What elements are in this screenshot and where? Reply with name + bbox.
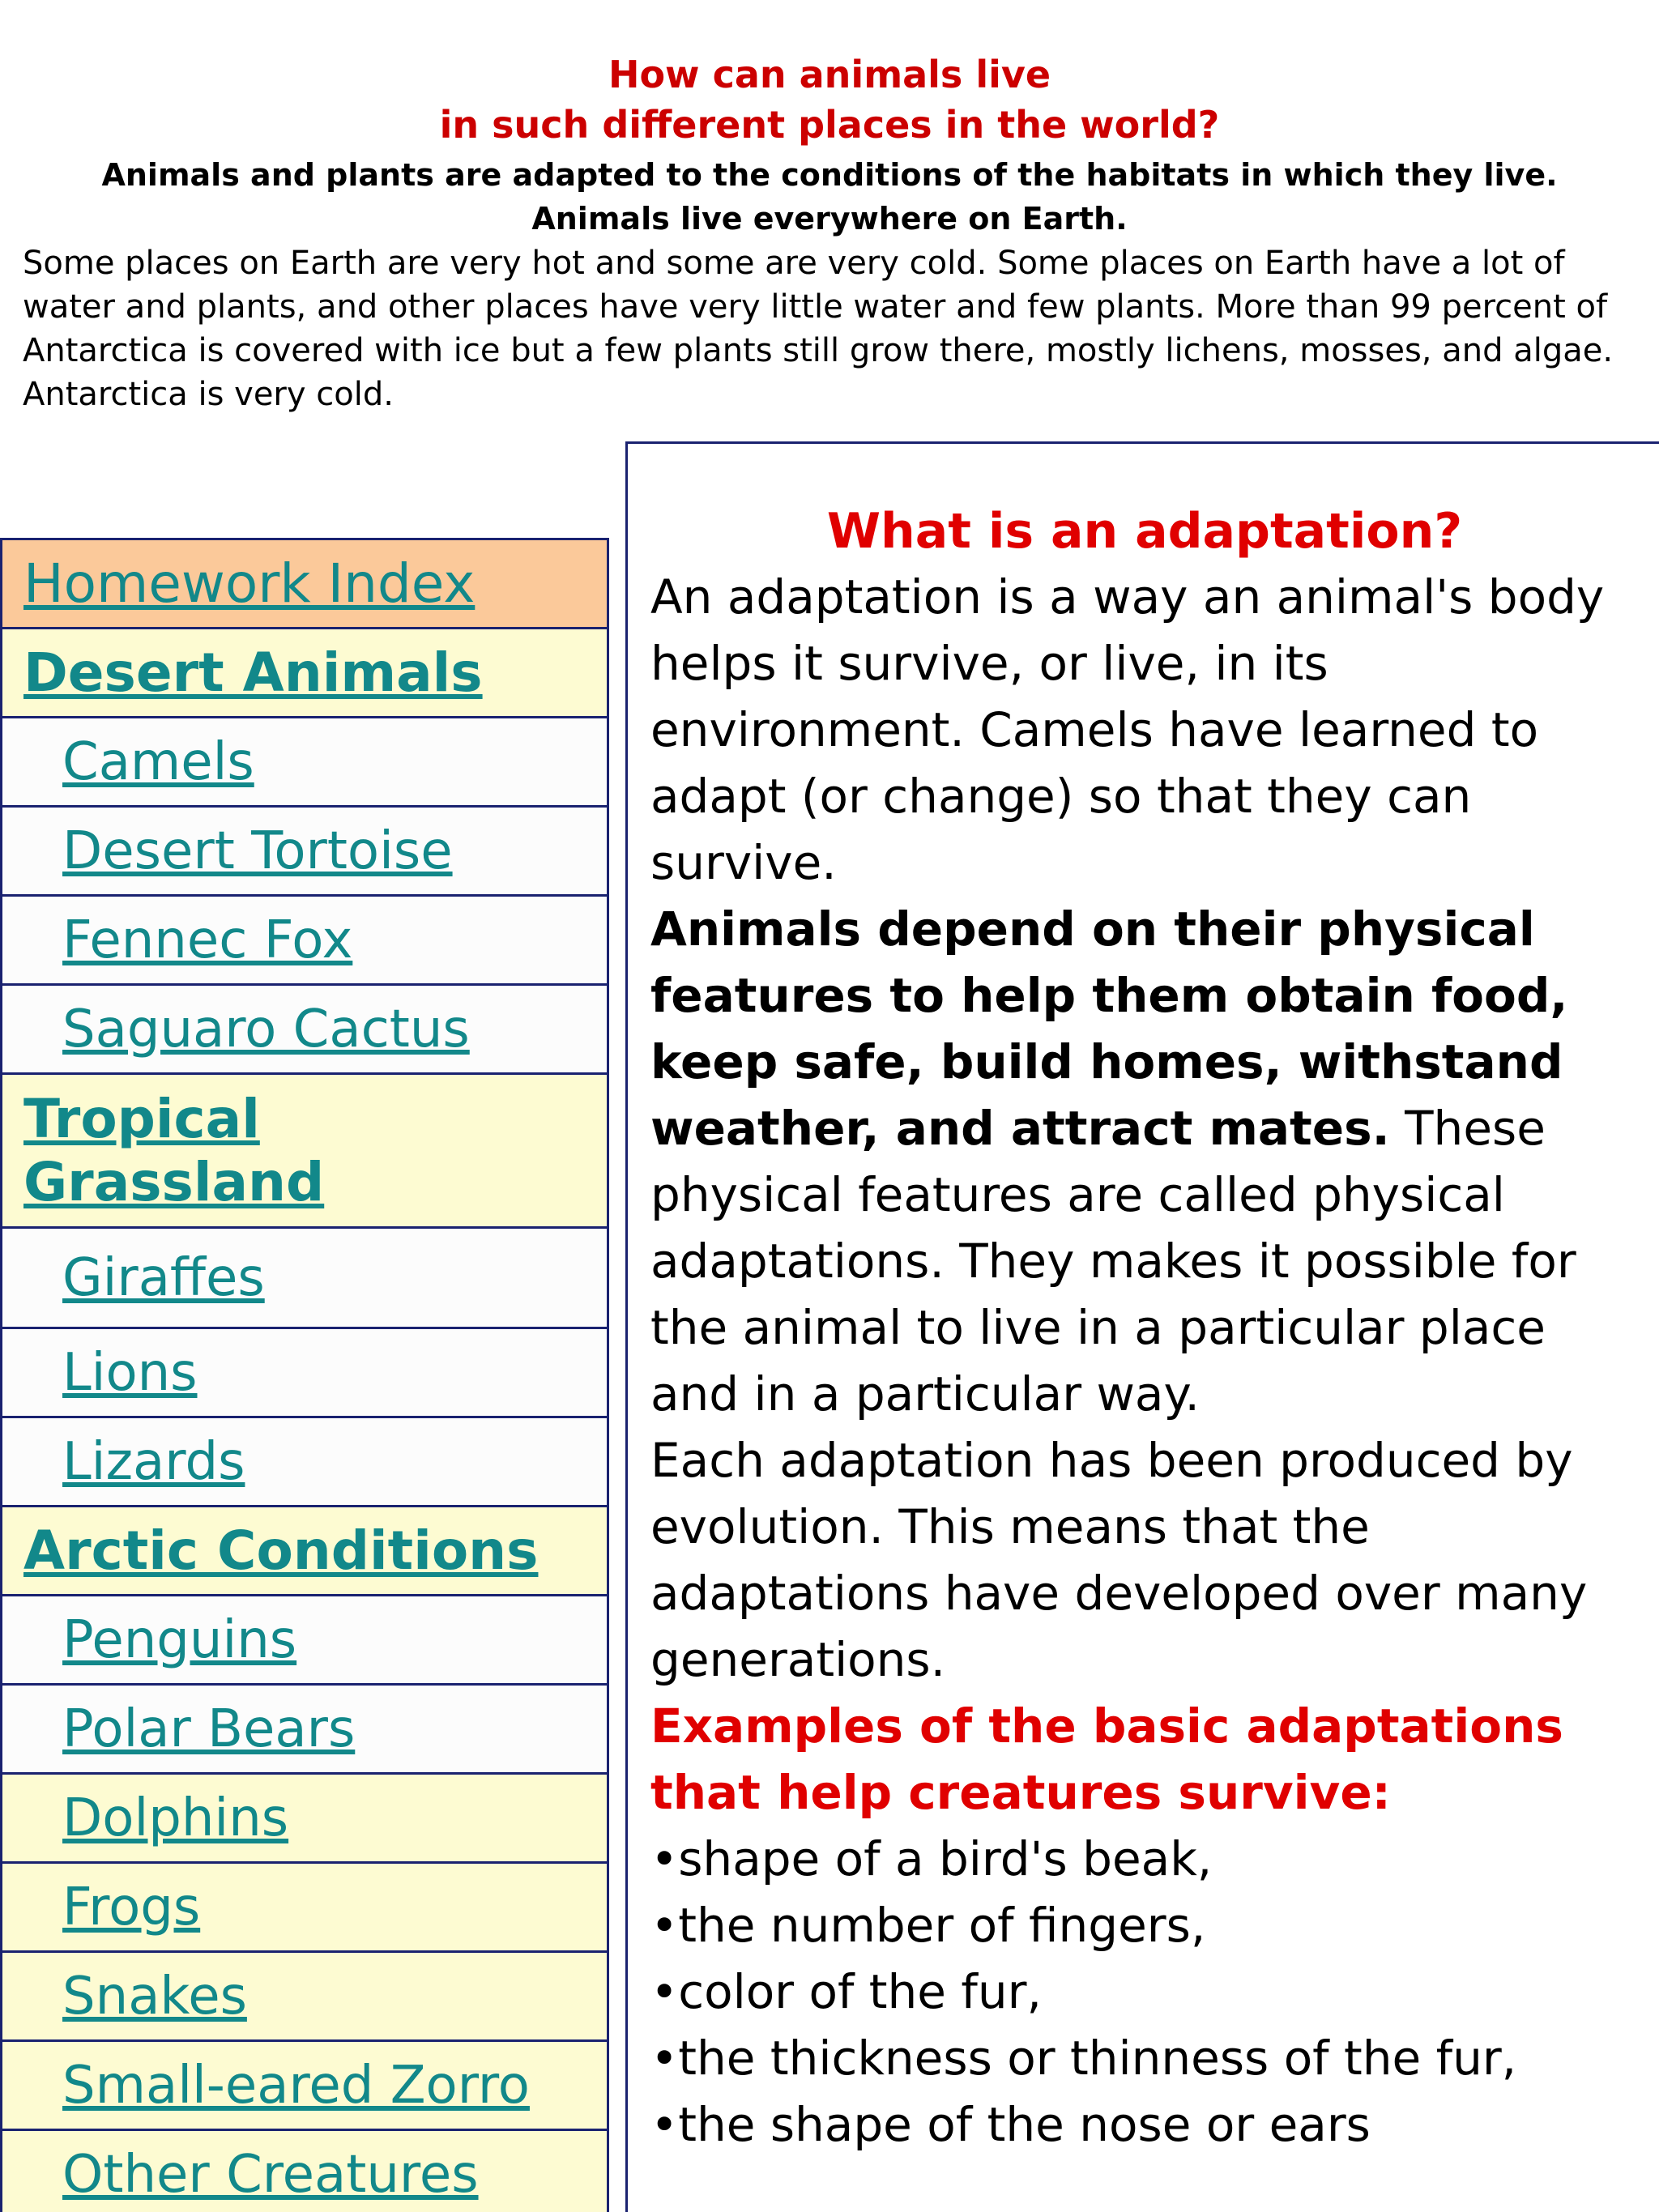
page-subtitle-line-2: Animals live everywhere on Earth. bbox=[531, 201, 1128, 237]
penguins-link[interactable]: Penguins bbox=[62, 1609, 297, 1670]
evolution-paragraph: Each adaptation has been produced by evolution. This means that the adaptations have developed over many generations. bbox=[650, 1433, 1588, 1687]
small-eared-zorro-link[interactable]: Small-eared Zorro bbox=[62, 2055, 530, 2116]
sidebar-item-lions bbox=[0, 1327, 607, 1416]
homework-index-link[interactable]: Homework Index bbox=[23, 552, 476, 615]
desert-tortoise-link[interactable]: Desert Tortoise bbox=[62, 820, 453, 881]
bullet-item: •the thickness or thinness of the fur, bbox=[650, 2031, 1517, 2086]
fennec-fox-link[interactable]: Fennec Fox bbox=[62, 910, 353, 970]
sidebar-item-frogs bbox=[0, 1861, 607, 1950]
sidebar-item-camels bbox=[0, 716, 607, 805]
sidebar-nav bbox=[0, 538, 609, 2212]
bullet-item: •color of the fur, bbox=[650, 1964, 1042, 2019]
dolphins-link[interactable]: Dolphins bbox=[62, 1788, 289, 1848]
polar-bears-link[interactable]: Polar Bears bbox=[62, 1698, 356, 1759]
desert-animals-link[interactable]: Desert Animals bbox=[23, 641, 483, 704]
lizards-link[interactable]: Lizards bbox=[62, 1431, 245, 1492]
tropical-grassland-line-2: Grassland bbox=[23, 1150, 325, 1213]
content-panel bbox=[625, 441, 1659, 2212]
camels-link[interactable]: Camels bbox=[62, 731, 254, 792]
page-header bbox=[0, 0, 1659, 429]
physical-features-text: These physical features are called physical adaptations. They makes it possible for the animal to live in a particular place and in a particular way. bbox=[650, 1101, 1576, 1421]
bullet-item: •the number of fingers, bbox=[650, 1898, 1206, 1953]
other-creatures-link[interactable]: Other Creatures bbox=[62, 2144, 479, 2205]
arctic-conditions-link[interactable]: Arctic Conditions bbox=[23, 1519, 539, 1582]
frogs-link[interactable]: Frogs bbox=[62, 1877, 201, 1937]
sidebar-category-desert-animals bbox=[0, 627, 607, 716]
sidebar-item-snakes bbox=[0, 1950, 607, 2039]
lions-link[interactable]: Lions bbox=[62, 1342, 198, 1403]
physical-features-bold-text: Animals depend on their physical features to help them obtain food, keep safe, build homes, withstand weather, and attract mates. bbox=[650, 901, 1568, 1156]
sidebar-category-tropical-grassland bbox=[0, 1072, 607, 1226]
page-title-line-2: in such different places in the world? bbox=[439, 103, 1220, 147]
saguaro-cactus-link[interactable]: Saguaro Cactus bbox=[62, 999, 470, 1059]
snakes-link[interactable]: Snakes bbox=[62, 1966, 247, 2027]
definition-paragraph: An adaptation is a way an animal's body helps it survive, or live, in its environment. Camels have learned to adapt (or change) so that they can survive. bbox=[650, 569, 1605, 890]
sidebar-item-polar-bears bbox=[0, 1683, 607, 1772]
tropical-grassland-line-1: Tropical bbox=[23, 1087, 260, 1150]
sidebar-item-lizards bbox=[0, 1416, 607, 1505]
intro-paragraph: Some places on Earth are very hot and some are very cold. Some places on Earth have a lot of water and plants, and other places have very little water and few plants. More than 99 percent of Antarctica is covered with ice but a few plants still grow there, mostly lichens, mosses, and algae. Antarctica is very cold. bbox=[23, 245, 1614, 413]
sidebar-item-desert-tortoise bbox=[0, 805, 607, 894]
examples-heading: Examples of the basic adaptations that help creatures survive: bbox=[650, 1698, 1563, 1820]
tropical-grassland-link[interactable] bbox=[2, 1088, 324, 1214]
sidebar-category-arctic-conditions bbox=[0, 1505, 607, 1594]
physical-features-paragraph bbox=[650, 896, 1647, 1427]
sidebar-item-giraffes bbox=[0, 1226, 607, 1327]
sidebar-item-saguaro-cactus bbox=[0, 983, 607, 1072]
sidebar-item-penguins bbox=[0, 1594, 607, 1683]
sidebar-item-homework-index bbox=[0, 538, 607, 627]
sidebar-item-small-eared-zorro bbox=[0, 2039, 607, 2129]
sidebar-item-dolphins bbox=[0, 1772, 607, 1861]
page-subtitle-line-1: Animals and plants are adapted to the conditions of the habitats in which they live. bbox=[101, 157, 1558, 193]
sidebar-item-fennec-fox bbox=[0, 894, 607, 983]
section-body bbox=[650, 564, 1647, 2158]
page-title-line-1: How can animals live bbox=[608, 53, 1051, 96]
bullet-item: •shape of a bird's beak, bbox=[650, 1831, 1213, 1886]
section-title: What is an adaptation? bbox=[826, 503, 1463, 560]
bullet-item: •the shape of the nose or ears bbox=[650, 2097, 1371, 2152]
sidebar-item-other-creatures bbox=[0, 2129, 607, 2212]
giraffes-link[interactable]: Giraffes bbox=[62, 1247, 265, 1308]
